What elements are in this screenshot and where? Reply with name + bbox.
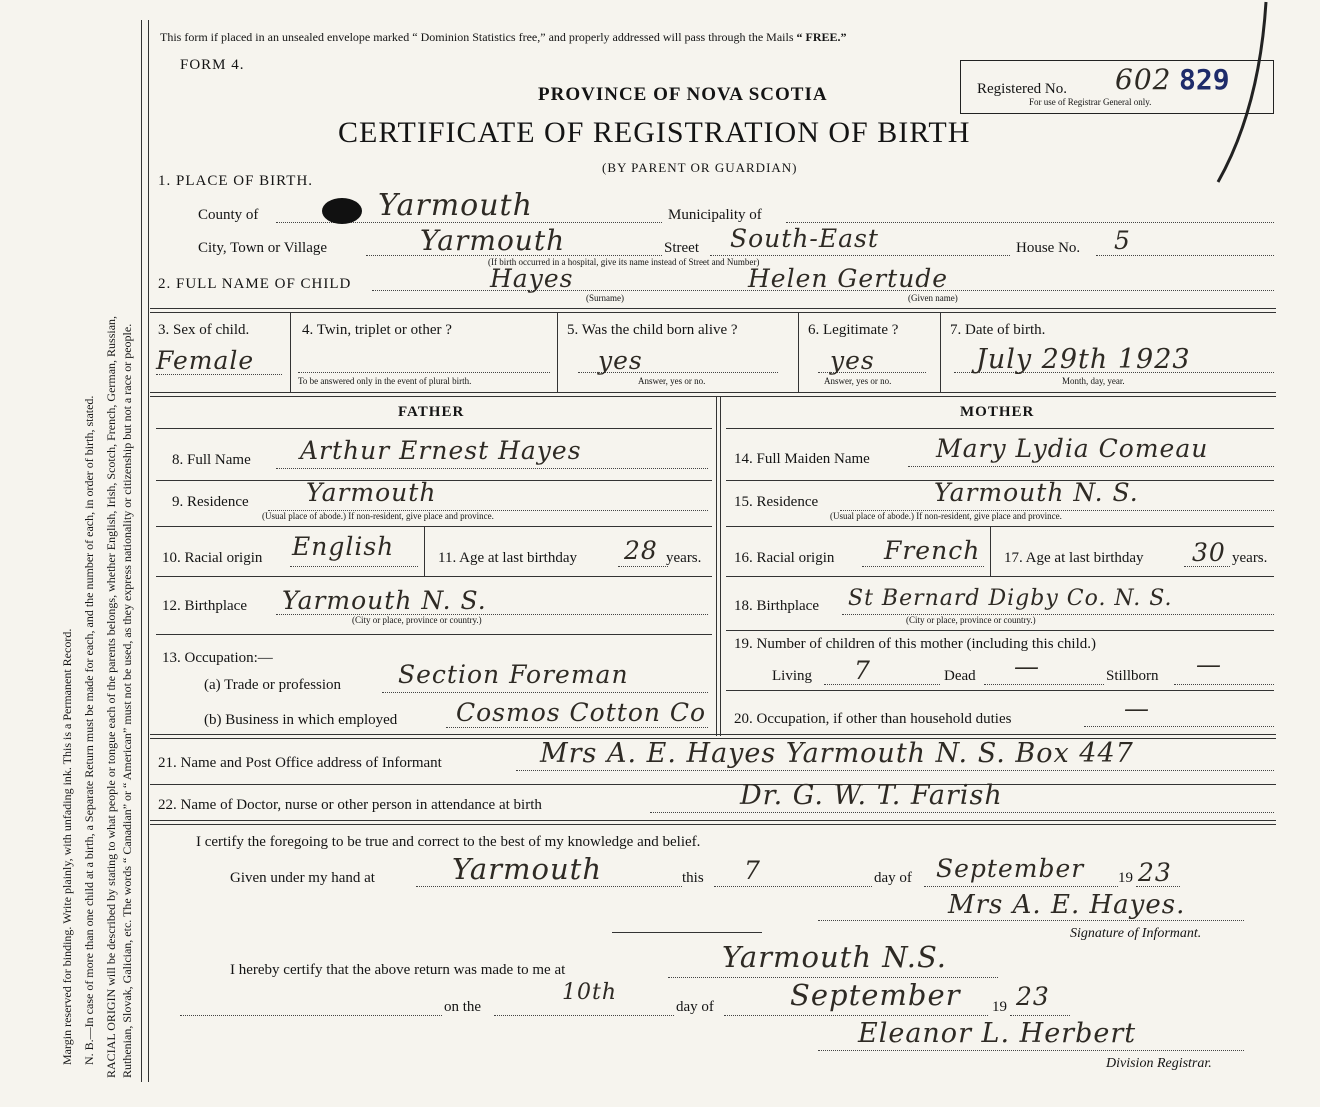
trade-value: Section Foreman — [398, 660, 629, 689]
registrar-day: 10th — [562, 980, 618, 1005]
informant-value: Mrs A. E. Hayes Yarmouth N. S. Box 447 — [540, 738, 1134, 769]
registrar-month: September — [790, 978, 961, 1012]
margin-note-3: RACIAL ORIGIN will be described by stating to what people or tongue each of the parents belongs, whether English, Irish, Scotch, French, German, Russian, — [104, 315, 118, 1078]
dead-value: — — [1014, 652, 1040, 681]
certify-day: 7 — [744, 856, 761, 885]
mother-birthplace-value: St Bernard Digby Co. N. S. — [848, 586, 1173, 611]
binding-rule-inner — [148, 20, 149, 1082]
child-name-label: 2. FULL NAME OF CHILD — [158, 276, 352, 292]
stillborn-value: — — [1196, 650, 1222, 679]
city-label: City, Town or Village — [198, 240, 328, 256]
mother-name-value: Mary Lydia Comeau — [936, 434, 1209, 463]
registrar-place: Yarmouth N.S. — [722, 940, 948, 974]
father-name-value: Arthur Ernest Hayes — [300, 436, 582, 465]
certify-statement: I certify the foregoing to be true and correct to the best of my knowledge and belief. — [196, 834, 701, 850]
stillborn-label: Stillborn — [1106, 668, 1159, 684]
father-race-label: 10. Racial origin — [162, 550, 263, 566]
county-label: County of — [198, 207, 259, 223]
certify-year-suffix: 23 — [1138, 858, 1172, 887]
father-age-value: 28 — [624, 536, 658, 565]
registrar-year-prefix: 19 — [992, 999, 1007, 1015]
informant-signature-caption: Signature of Informant. — [1070, 926, 1202, 941]
city-value: Yarmouth — [420, 224, 566, 257]
father-name-label: 8. Full Name — [172, 452, 251, 468]
twin-note: To be answered only in the event of plural birth. — [298, 376, 472, 386]
mother-occupation-value: — — [1124, 694, 1150, 723]
house-label: House No. — [1016, 240, 1081, 256]
page-subtitle: (BY PARENT OR GUARDIAN) — [602, 160, 798, 175]
certify-month: September — [936, 854, 1085, 883]
living-label: Living — [772, 668, 812, 684]
binding-rule — [141, 20, 142, 1082]
registrar-statement: I hereby certify that the above return was made to me at — [230, 962, 566, 978]
surname-caption: (Surname) — [586, 293, 624, 303]
certify-place: Yarmouth — [452, 852, 603, 886]
margin-note-1: Margin reserved for binding. Write plainly, with unfading ink. This is a Permanent Record. — [60, 628, 74, 1065]
sex-value: Female — [156, 346, 255, 375]
ink-blot — [322, 198, 362, 224]
mother-residence-value: Yarmouth N. S. — [934, 478, 1139, 507]
mother-heading: MOTHER — [960, 404, 1035, 420]
father-birthplace-label: 12. Birthplace — [162, 598, 247, 614]
doctor-value: Dr. G. W. T. Farish — [740, 780, 1003, 811]
mother-birthplace-note: (City or place, province or country.) — [906, 615, 1036, 625]
alive-label: 5. Was the child born alive ? — [567, 322, 738, 338]
dob-note: Month, day, year. — [1062, 376, 1125, 386]
business-label: (b) Business in which employed — [204, 712, 398, 728]
mother-occupation-label: 20. Occupation, if other than household duties — [734, 711, 1012, 727]
certify-year-prefix: 19 — [1118, 870, 1133, 886]
pen-stroke-mark — [1208, 0, 1278, 190]
father-birthplace-value: Yarmouth N. S. — [282, 586, 487, 615]
mother-race-value: French — [884, 536, 981, 565]
informant-label: 21. Name and Post Office address of Informant — [158, 755, 442, 771]
mail-note: This form if placed in an unsealed envelope marked “ Dominion Statistics free,” and properly addressed will pass through the Mails “ FREE.” — [160, 30, 847, 44]
this-label: this — [682, 870, 704, 886]
child-given-name: Helen Gertude — [748, 264, 949, 293]
margin-note-4: Ruthenian, Slovak, Galician, etc. The words “ Canadian” or “ American” must not be used, as they express nationality or citizenship but not a race or people. — [120, 323, 134, 1078]
street-label: Street — [664, 240, 699, 256]
business-value: Cosmos Cotton Co — [456, 698, 707, 727]
registered-label: Registered No. — [977, 81, 1067, 97]
separator-rule — [612, 932, 762, 933]
hospital-note: (If birth occurred in a hospital, give its name instead of Street and Number) — [488, 257, 760, 267]
county-value: Yarmouth — [378, 188, 533, 223]
occupation-label: 13. Occupation:— — [162, 650, 273, 666]
mother-race-label: 16. Racial origin — [734, 550, 835, 566]
dob-label: 7. Date of birth. — [950, 322, 1046, 338]
registrar-note: For use of Registrar General only. — [1029, 97, 1152, 107]
registered-number: 829 — [1179, 63, 1230, 96]
sex-label: 3. Sex of child. — [158, 322, 250, 338]
living-value: 7 — [854, 656, 871, 685]
alive-note: Answer, yes or no. — [638, 376, 706, 386]
child-surname: Hayes — [490, 264, 574, 293]
children-label: 19. Number of children of this mother (including this child.) — [734, 636, 1097, 652]
parents-divider — [716, 396, 721, 736]
street-value: South-East — [730, 224, 879, 253]
father-years-label: years. — [666, 550, 702, 566]
father-residence-label: 9. Residence — [172, 494, 249, 510]
legit-value: yes — [830, 346, 875, 375]
registrar-signature: Eleanor L. Herbert — [858, 1018, 1137, 1049]
place-section-label: 1. PLACE OF BIRTH. — [158, 173, 314, 189]
mother-birthplace-label: 18. Birthplace — [734, 598, 819, 614]
registrar-day-of-label: day of — [676, 999, 714, 1015]
twin-label: 4. Twin, triplet or other ? — [302, 322, 452, 338]
registrar-year-suffix: 23 — [1016, 982, 1050, 1011]
day-of-label: day of — [874, 870, 912, 886]
dead-label: Dead — [944, 668, 976, 684]
page-title: CERTIFICATE OF REGISTRATION OF BIRTH — [338, 116, 971, 149]
mother-years-label: years. — [1232, 550, 1268, 566]
margin-note-2: N. B.—In case of more than one child at a birth, a Separate Return must be made for each, and the number of each, in order of birth, stated. — [82, 395, 96, 1065]
mother-name-label: 14. Full Maiden Name — [734, 451, 870, 467]
given-label: Given under my hand at — [230, 870, 375, 886]
on-the-label: on the — [444, 999, 482, 1015]
mother-age-label: 17. Age at last birthday — [1004, 550, 1144, 566]
dob-value: July 29th 1923 — [976, 344, 1191, 375]
registered-prefix: 602 — [1115, 63, 1172, 96]
province-heading: PROVINCE OF NOVA SCOTIA — [538, 84, 828, 105]
father-birthplace-note: (City or place, province or country.) — [352, 615, 482, 625]
legit-note: Answer, yes or no. — [824, 376, 892, 386]
father-age-label: 11. Age at last birthday — [438, 550, 577, 566]
trade-label: (a) Trade or profession — [204, 677, 342, 693]
house-value: 5 — [1114, 226, 1131, 255]
legit-label: 6. Legitimate ? — [808, 322, 899, 338]
given-caption: (Given name) — [908, 293, 958, 303]
mother-age-value: 30 — [1192, 538, 1226, 567]
father-residence-value: Yarmouth — [306, 478, 437, 507]
municipality-label: Municipality of — [668, 207, 762, 223]
informant-signature: Mrs A. E. Hayes. — [948, 890, 1186, 920]
doctor-label: 22. Name of Doctor, nurse or other person in attendance at birth — [158, 797, 542, 813]
father-race-value: English — [292, 532, 395, 561]
father-residence-note: (Usual place of abode.) If non-resident, give place and province. — [262, 511, 494, 521]
registrar-caption: Division Registrar. — [1106, 1056, 1212, 1071]
alive-value: yes — [598, 346, 643, 375]
form-number: FORM 4. — [180, 57, 245, 73]
father-heading: FATHER — [398, 404, 465, 420]
mother-residence-note: (Usual place of abode.) If non-resident, give place and province. — [830, 511, 1062, 521]
mother-residence-label: 15. Residence — [734, 494, 819, 510]
